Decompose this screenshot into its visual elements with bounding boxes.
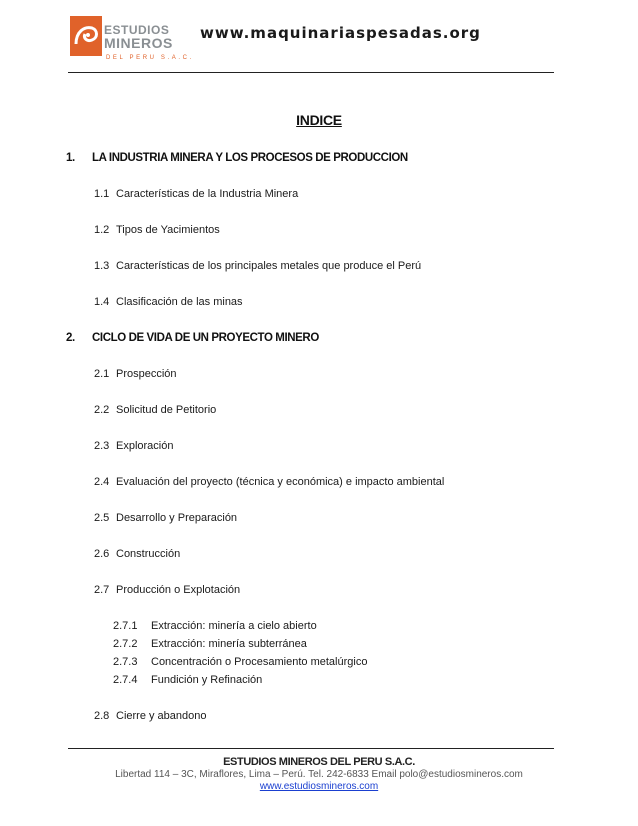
footer-company: ESTUDIOS MINEROS DEL PERU S.A.C. [223,756,415,768]
index-subitem [113,620,317,632]
section-label: LA INDUSTRIA MINERA Y LOS PROCESOS DE PRODUCCION [92,152,408,164]
item-label: Prospección [116,368,177,380]
company-logo [70,14,194,70]
item-label: Exploración [116,440,174,452]
index-item [94,440,173,452]
section-number: 2. [66,332,75,344]
index-item [94,476,444,488]
index-item [94,512,237,524]
item-number: 1.4 [94,296,110,308]
footer-divider [68,748,554,749]
item-number: 2.2 [94,404,110,416]
index-item [94,584,240,596]
footer-address: Libertad 114 – 3C, Miraflores, Lima – Perú. Tel. 242-6833 Email polo@estudiosmineros.com [115,769,523,780]
item-label: Cierre y abandono [116,710,207,722]
subitem-number: 2.7.1 [113,620,138,632]
item-label: Características de la Industria Minera [116,188,299,200]
subitem-label: Concentración o Procesamiento metalúrgico [151,656,368,668]
item-number: 2.3 [94,440,110,452]
index-item [94,296,243,308]
item-number: 2.4 [94,476,110,488]
item-label: Producción o Explotación [116,584,241,596]
item-number: 1.1 [94,188,110,200]
subitem-number: 2.7.4 [113,674,138,686]
index-item [94,188,298,200]
subitem-label: Fundición y Refinación [151,674,263,686]
index-subitem [113,674,262,686]
section-heading [66,332,319,344]
index-item [94,260,421,272]
logo-line3: DEL PERU S.A.C. [106,55,194,61]
item-number: 2.5 [94,512,110,524]
item-label: Construcción [116,548,181,560]
item-number: 1.3 [94,260,110,272]
index-item [94,404,216,416]
site-url[interactable]: www.maquinariaspesadas.org [200,24,481,42]
subitem-number: 2.7.2 [113,638,138,650]
logo-mark-icon [70,16,102,56]
subitem-label: Extracción: minería subterránea [151,638,307,650]
section-number: 1. [66,152,75,164]
header-divider [68,72,554,73]
section-heading [66,152,408,164]
item-label: Clasificación de las minas [116,296,243,308]
subitem-label: Extracción: minería a cielo abierto [151,620,317,632]
section-label: CICLO DE VIDA DE UN PROYECTO MINERO [92,332,319,344]
logo-line1: ESTUDIOS [104,23,170,37]
logo-line2: MINEROS [104,35,173,51]
item-label: Desarrollo y Preparación [116,512,238,524]
item-number: 1.2 [94,224,110,236]
index-item [94,710,207,722]
item-number: 2.8 [94,710,110,722]
index-item [94,368,177,380]
item-number: 2.6 [94,548,110,560]
index-item [94,224,220,236]
item-number: 2.7 [94,584,110,596]
item-label: Tipos de Yacimientos [116,224,220,236]
index-subitem [113,638,307,650]
item-label: Solicitud de Petitorio [116,404,217,416]
footer-website-link[interactable]: www.estudiosmineros.com [259,781,379,792]
item-label: Características de los principales metales que produce el Perú [116,260,422,272]
item-number: 2.1 [94,368,110,380]
index-item [94,548,180,560]
page-title: INDICE [296,112,342,128]
item-label: Evaluación del proyecto (técnica y económica) e impacto ambiental [116,476,445,488]
index-subitem [113,656,367,668]
subitem-number: 2.7.3 [113,656,138,668]
